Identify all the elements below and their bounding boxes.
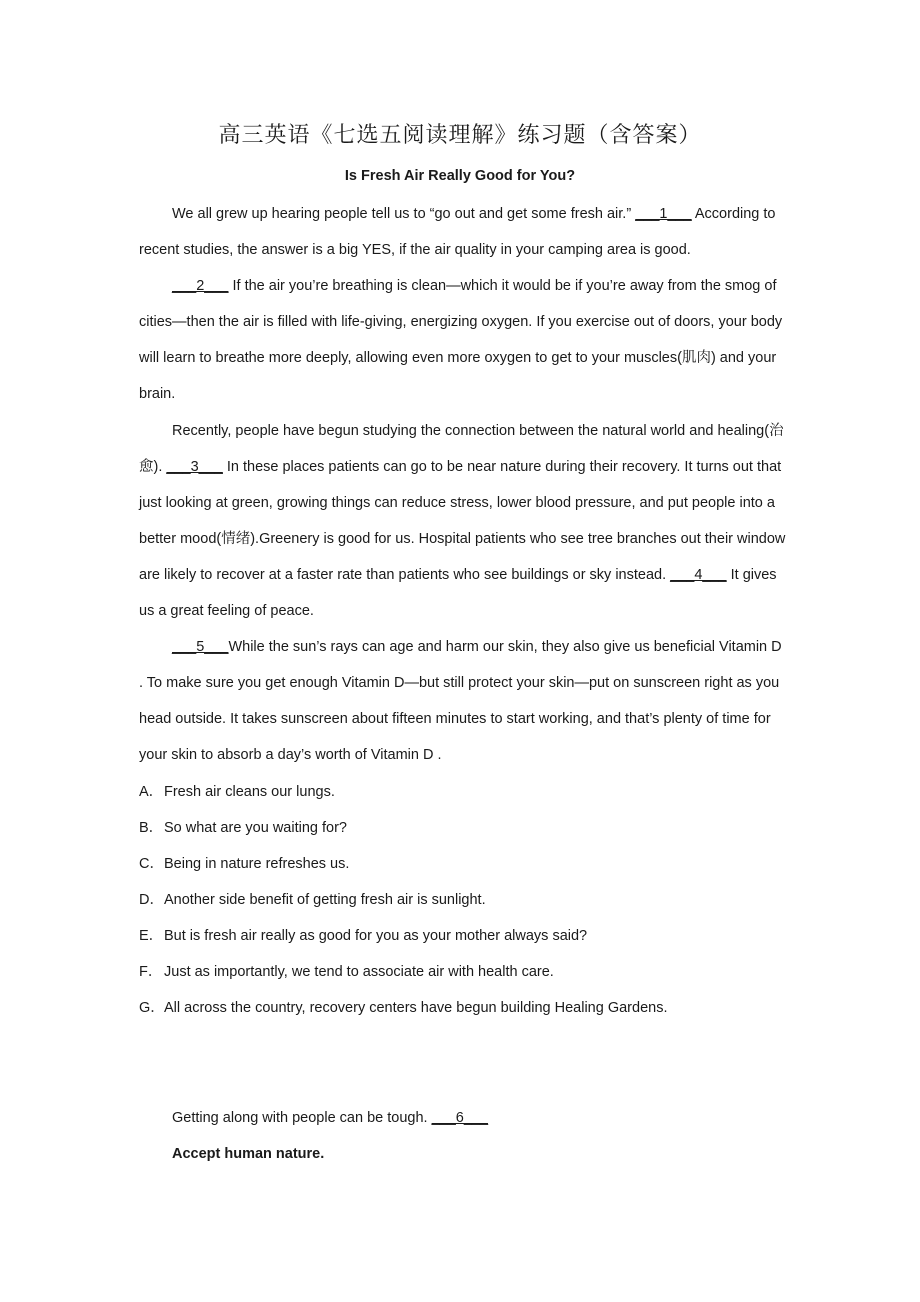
paragraph-3-text-tail: It gives us a great feeling of peace.: [139, 566, 777, 620]
option-text: Being in nature refreshes us.: [164, 855, 350, 872]
blank-1: ___1___: [635, 206, 692, 222]
option-text: Fresh air cleans our lungs.: [164, 783, 335, 800]
second-passage-heading: Accept human nature.: [172, 1146, 325, 1163]
paragraph-4: [139, 629, 789, 773]
blank-3: ___3___: [166, 458, 223, 475]
paragraph-3-text: Recently, people have begun studying the connection between the natural world and healing(治愈).: [139, 422, 784, 475]
passage-title: Is Fresh Air Really Good for You?: [344, 168, 576, 184]
option-letter: A．: [139, 783, 164, 800]
paragraph-3-text-after: In these places patients can go to be near nature during their recovery. It turns out that just looking at green, growing things can reduce stress, lower blood pressure, and put people into a better mood(情绪).Greenery is good for us. Hospital patients who see tree branches out their window are likely to recover at a faster rate than patients who see buildings or sky instead.: [139, 458, 786, 583]
option-letter: F．: [139, 963, 163, 980]
option-text: So what are you waiting for?: [164, 819, 347, 836]
option-letter: D．: [139, 891, 164, 908]
document-title: 高三英语《七选五阅读理解》练习题（含答案）: [218, 123, 702, 148]
paragraph-2-text-after: If the air you’re breathing is clean—which it would be if you’re away from the smog of cities—then the air is filled with life-giving, energizing oxygen. If you exercise out of doors, your body will learn to breathe more deeply, allowing even more oxygen to get to your muscles(肌肉) and your brain.: [139, 278, 783, 403]
paragraph-3: [139, 413, 789, 630]
passage-body: [139, 196, 789, 1026]
second-passage: [172, 1100, 772, 1172]
option-text: Another side benefit of getting fresh air is sunlight.: [164, 891, 486, 908]
option-letter: E．: [139, 927, 164, 944]
option-letter: B．: [139, 819, 164, 836]
paragraph-2: [139, 268, 789, 412]
option-c: [139, 846, 789, 882]
option-text: Just as importantly, we tend to associate air with health care.: [164, 963, 554, 980]
paragraph-1-text: We all grew up hearing people tell us to “go out and get some fresh air.”: [172, 206, 636, 222]
blank-2: ___2___: [172, 278, 229, 295]
option-e: [139, 918, 789, 954]
option-text: All across the country, recovery centers have begun building Healing Gardens.: [164, 1000, 668, 1017]
second-passage-intro: [172, 1100, 772, 1136]
option-f: [139, 954, 789, 990]
paragraph-4-text-after: While the sun’s rays can age and harm our skin, they also give us beneficial Vitamin D . To make sure you get enough Vitamin D—but still protect your skin—put on sunscreen right as you head outside. It takes sunscreen about fifteen minutes to start working, and that’s plenty of time for your skin to absorb a day’s worth of Vitamin D .: [139, 639, 782, 764]
option-g: [139, 990, 789, 1026]
option-letter: C．: [139, 855, 164, 872]
option-d: [139, 882, 789, 918]
second-passage-intro-text: Getting along with people can be tough.: [172, 1110, 432, 1126]
option-letter: G．: [139, 1000, 165, 1017]
option-text: But is fresh air really as good for you as your mother always said?: [164, 927, 588, 944]
option-b: [139, 810, 789, 846]
options-list: [139, 774, 789, 1027]
option-a: [139, 774, 789, 810]
blank-6: ___6___: [431, 1110, 489, 1126]
paragraph-1: [139, 196, 789, 268]
blank-5: ___5___: [172, 639, 229, 656]
blank-4: ___4___: [670, 566, 727, 583]
paragraph-1-text-after: According to recent studies, the answer is a big YES, if the air quality in your camping area is good.: [139, 206, 776, 259]
